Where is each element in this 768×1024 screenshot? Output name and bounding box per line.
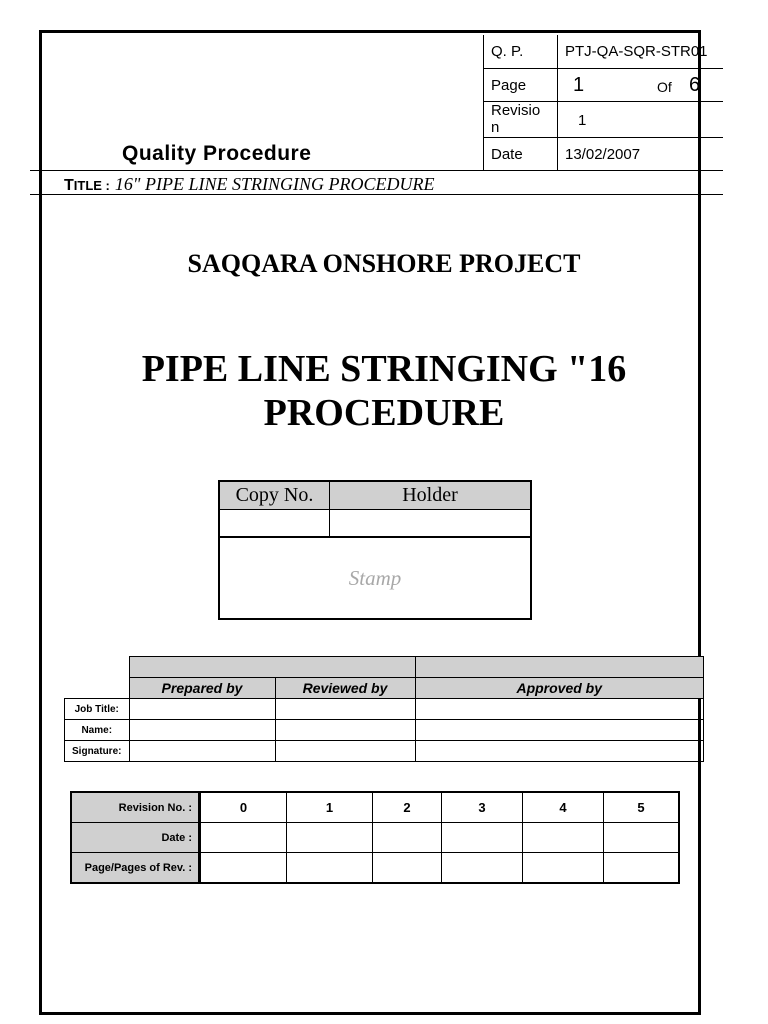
- rev-date-cell: [604, 823, 680, 853]
- date-value: 13/02/2007: [565, 146, 641, 163]
- prepared-by-header: Prepared by: [129, 678, 275, 699]
- title-text: 16" PIPE LINE STRINGING PROCEDURE: [114, 174, 435, 194]
- job-title-approved: [415, 699, 704, 720]
- copy-no-header: Copy No.: [219, 481, 330, 510]
- rev-date-cell: [442, 823, 523, 853]
- document-title-line1: PIPE LINE STRINGING "16: [141, 348, 627, 390]
- page-total: 6: [689, 74, 701, 96]
- revision-no-label: Revision No. :: [71, 792, 200, 823]
- blank-corner: [65, 657, 130, 678]
- rev-date-cell: [523, 823, 604, 853]
- title-label: TITLE :: [64, 177, 110, 194]
- revision-4: 4: [523, 792, 604, 823]
- name-prepared: [129, 720, 275, 741]
- project-name: SAQQARA ONSHORE PROJECT: [187, 249, 581, 278]
- copy-holder-table: [218, 480, 532, 620]
- revision-value: 1: [578, 112, 587, 129]
- name-reviewed: [275, 720, 415, 741]
- job-title-reviewed: [275, 699, 415, 720]
- qp-value: PTJ-QA-SQR-STR01: [565, 43, 708, 60]
- date-label: Date: [491, 146, 523, 163]
- signature-approved: [415, 741, 704, 762]
- revision-3: 3: [442, 792, 523, 823]
- rev-pages-cell: [442, 853, 523, 884]
- header-divider-left: [483, 35, 484, 170]
- document-title: [0, 347, 768, 435]
- job-title-prepared: [129, 699, 275, 720]
- revision-0: 0: [200, 792, 287, 823]
- title-line: [64, 174, 434, 195]
- header-row-line-3: [483, 137, 723, 138]
- rev-pages-cell: [200, 853, 287, 884]
- rev-pages-cell: [523, 853, 604, 884]
- revision-label: Revisio n: [491, 102, 541, 136]
- name-approved: [415, 720, 704, 741]
- rev-pages-cell: [287, 853, 373, 884]
- header-bottom-line: [30, 170, 723, 171]
- top-band-right: [415, 657, 704, 678]
- approved-by-header: Approved by: [415, 678, 704, 699]
- rev-date-cell: [287, 823, 373, 853]
- rev-pages-cell: [604, 853, 680, 884]
- revision-1: 1: [287, 792, 373, 823]
- revision-2: 2: [373, 792, 442, 823]
- page-label: Page: [491, 77, 527, 94]
- rev-pages-cell: [373, 853, 442, 884]
- qp-label: Q. P.: [491, 43, 524, 60]
- stamp-area: Stamp: [219, 537, 531, 619]
- header-divider-mid: [557, 35, 558, 170]
- holder-cell: [330, 510, 532, 538]
- rev-date-cell: [373, 823, 442, 853]
- revision-5: 5: [604, 792, 680, 823]
- document-title-line2: PROCEDURE: [263, 392, 505, 434]
- blank-corner-2: [65, 678, 130, 699]
- holder-header: Holder: [330, 481, 532, 510]
- of-label: Of: [657, 79, 672, 95]
- page-number: 1: [573, 74, 585, 96]
- top-band-left: [129, 657, 415, 678]
- reviewed-by-header: Reviewed by: [275, 678, 415, 699]
- name-label: Name:: [65, 720, 130, 741]
- signature-table: [64, 656, 704, 762]
- header-row-line-1: [483, 68, 723, 69]
- signature-prepared: [129, 741, 275, 762]
- document-type: Quality Procedure: [122, 142, 312, 165]
- revision-pages-label: Page/Pages of Rev. :: [71, 853, 200, 884]
- job-title-label: Job Title:: [65, 699, 130, 720]
- signature-label: Signature:: [65, 741, 130, 762]
- revision-date-label: Date :: [71, 823, 200, 853]
- copy-no-cell: [219, 510, 330, 538]
- signature-reviewed: [275, 741, 415, 762]
- revision-table: [70, 791, 680, 884]
- rev-date-cell: [200, 823, 287, 853]
